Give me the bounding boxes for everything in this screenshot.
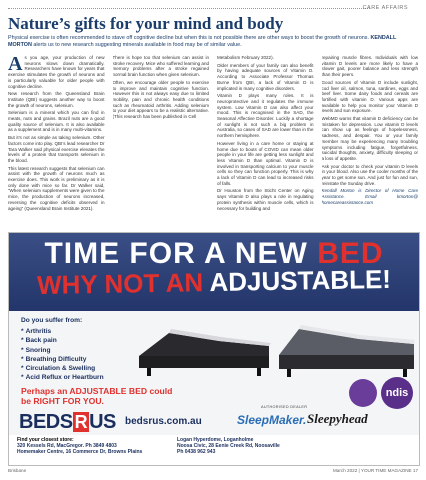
section-divider (8, 8, 370, 9)
advertisement[interactable] (8, 232, 420, 466)
bullet-icon: * (21, 346, 24, 354)
store-lead: Find your closest store: (17, 437, 74, 443)
beds-r-us-logo (19, 411, 116, 433)
store-address: Noosa Civic, 28 Eenie Creek Rd, Noosaville (177, 443, 280, 450)
paragraph: But it’s not as simple as taking selenium. Other factors come into play. QBI’s lead researcher Dr Tara Walker said physical exercise elevates the levels of a protein that transports selenium in the blood. (8, 135, 105, 163)
sleepmaker-logo: SleepMaker. (237, 413, 307, 427)
paragraph: This latest research suggests that selenium can assist with the growth of neurons much as exercise does. This work is preliminary as it is only done with mice so far. Dr Walker said, “When selenium supplements were given to the mice, the production of neurons increased, reversing the cognitive deficits observed in ageing” (Queensland Brain Institute 2021). (8, 165, 105, 211)
section-header (0, 0, 426, 14)
bed-2-base (279, 355, 414, 369)
symptom-item (21, 373, 141, 382)
ad-call-to-action: Perhaps an ADJUSTABLE BED could be RIGHT FOR YOU. (21, 386, 173, 406)
ad-headline-1b: BED (317, 237, 384, 270)
paragraph: s you age, your production of new neurons slows down dramatically. Researchers have known for years that exercise stimulates the growth of neurons and is particularly valuable for older people with cognitive decline. (8, 55, 105, 89)
paragraph: However living in a care home or staying at home due to bouts of COVID can mean older people in your life are getting less sunlight and less Vitamin D than optimal. Vitamin D is involved in transporting calcium to your muscle cells so they can function properly. This is why a lack of Vitamin D can lead to increased risks of falls. (217, 140, 314, 186)
paragraph: There is hope too that selenium can assist in stroke recovery. Mice who suffered learning and memory problems after a stroke regained normal brain function when given selenium. (112, 55, 209, 78)
store-phone: Ph 0438 962 943 (177, 449, 216, 456)
bullet-icon: * (21, 365, 24, 373)
article-intro (8, 35, 418, 48)
ad-banner (9, 233, 419, 311)
symptom-item (21, 364, 141, 373)
store-address: Logan Hyperdome, Loganholme (177, 437, 254, 443)
paragraph: repairing muscle fibres. Individuals with low vitamin D levels are more likely to have a slower gait, poorer balance and less strength than their peers. (321, 55, 418, 78)
logo-part: R (74, 412, 88, 432)
paragraph: Metabolism February 2022). (217, 55, 274, 60)
symptom-label: Snoring (25, 346, 51, 354)
bed-1-leg (257, 368, 261, 376)
article-column-1 (8, 55, 105, 225)
article-headline: Nature’s gifts for your mind and body (8, 14, 284, 33)
store-locations (9, 435, 419, 465)
symptom-list-title: Do you suffer from: (21, 317, 83, 324)
paragraph: New research from the Queensland Brain Institute (QBI) suggests another way to boost the growth of neurons, selenium. (8, 91, 105, 108)
paragraph: WebMD warns that vitamin D deficiency can be mistaken for depression. Low vitamin D levels can show up as feelings of hopelessness, sadness, and despair. You or your family member may be experiencing many troubling symptoms including fatigue, forgetfulness, suicidal thoughts, anxiety, difficulty sleeping or a loss of appetite. (321, 116, 418, 161)
authorised-dealer-label: AUTHORISED DEALER (261, 405, 308, 409)
article-body (8, 55, 418, 225)
symptom-item (21, 355, 141, 364)
paragraph: Vitamin D plays many roles. It is neuroprotective and it regulates the immune system. Low Vitamin D can also affect your mood. This is recognised in the SAD, the Seasonal Affective Disorder. Luckily a shortage of sunlight is not such a big problem in Australia, so cases of SAD are lower than in the northern hemisphere. (217, 93, 314, 139)
symptom-label: Breathing Difficulty (25, 355, 87, 363)
store-address: Homemaker Centre, 16 Commerce Dr, Browns Plains (17, 449, 143, 456)
sleepyhead-logo: Sleepyhead (307, 411, 368, 426)
symptom-label: Acid Reflux or Heartburn (25, 374, 104, 382)
bullet-icon: * (21, 355, 24, 363)
paragraph: Selenium is a mineral which you can find in meats, nuts and grains. Brazil nuts are a good quality source of selenium. It is also available as a supplement and is in many multi-vitamins. (8, 110, 105, 133)
section-tag: CARE AFFAIRS (362, 5, 408, 11)
paragraph: Often, we encourage older people to exercise to improve and maintain cognitive function. However this is not always easy due to limited mobility, pain and chronic health conditions such as rheumatoid arthritis. Adding selenium to your diet appears to be a realistic alternative. (This research has been published in Cell (112, 79, 209, 120)
paragraph: Ask your doctor to check your vitamin D levels in your blood. Also use the cooler months of the year to get some sun. And just for fun and sun, reinstate the Sunday drive. (321, 163, 418, 186)
symptom-label: Back pain (25, 337, 57, 345)
footer-page-info: March 2022 | YOUR TIME MAGAZINE 17 (332, 468, 418, 473)
drop-cap: A (8, 55, 23, 75)
store-block-2 (177, 437, 280, 456)
paragraph: Older members of your family can also benefit by having adequate sources of Vitamin D. According to Associate Professor Thomas Burne from QBI, a lack of Vitamin D is implicated in many cognitive disorders. (217, 62, 314, 91)
article-column-3 (217, 55, 314, 225)
bed-2-leg (403, 369, 407, 377)
ndis-logo: ndis (381, 377, 413, 409)
badge-icon (349, 379, 377, 407)
adjustable-beds-image (129, 311, 419, 391)
symptom-label: Circulation & Swelling (25, 365, 96, 373)
symptom-item (21, 327, 141, 336)
symptom-item (21, 336, 141, 345)
symptom-item (21, 346, 141, 355)
intro-text: Physical exercise is often recommended to stave off cognitive decline but when this is not possible there are other ways to boost the growth of neurons. (8, 35, 369, 41)
ad-headline-2a: WHY NOT AN (36, 267, 210, 301)
symptom-list (21, 317, 141, 383)
ad-headline-2 (9, 263, 419, 300)
article-column-2 (113, 55, 210, 225)
bed-2-leg (287, 369, 291, 377)
store-block-1 (17, 437, 142, 456)
bullet-icon: * (21, 337, 24, 345)
bed-1-base (139, 356, 269, 368)
logo-part: BEDS (19, 411, 73, 433)
intro-text-2: alerts us to new research suggesting minerals available in food may be of similar value. (33, 41, 242, 48)
website-link[interactable]: bedsrus.com.au (125, 416, 202, 427)
author-byline-text: Kendall Morton is Director of Home Care Assistance. Email kmorton@ homecareassistance.com (321, 188, 418, 205)
paragraph: Good sources of Vitamin D include sunlight, cod liver oil, salmon, tuna, sardines, eggs and beef liver. Some dairy foods and cereals are fortified with vitamin D. Various apps are available to help you monitor your Vitamin D levels and sun exposure. (321, 79, 418, 114)
ad-headline-2b: ADJUSTABLE! (209, 263, 392, 298)
bullet-icon: * (21, 374, 24, 382)
paragraph: Dr Houston from the Sticht Center on Aging says Vitamin D also plays a role in regulating protein synthesis within muscle cells, which is necessary for building and (217, 188, 314, 211)
logo-part: US (89, 411, 116, 433)
symptom-label: Arthritis (25, 328, 52, 335)
store-address: 320 Kessels Rd, MacGregor. Ph 3849 4803 (17, 443, 117, 450)
intro-author: KENDALL MORTON (8, 35, 397, 48)
bed-1-leg (147, 368, 151, 376)
author-byline (322, 188, 419, 205)
ad-headline-1a: TIME FOR A NEW (44, 237, 318, 270)
footer-location: Brisbane (8, 468, 27, 473)
article-column-4 (322, 55, 419, 225)
bullet-icon: * (21, 328, 24, 335)
